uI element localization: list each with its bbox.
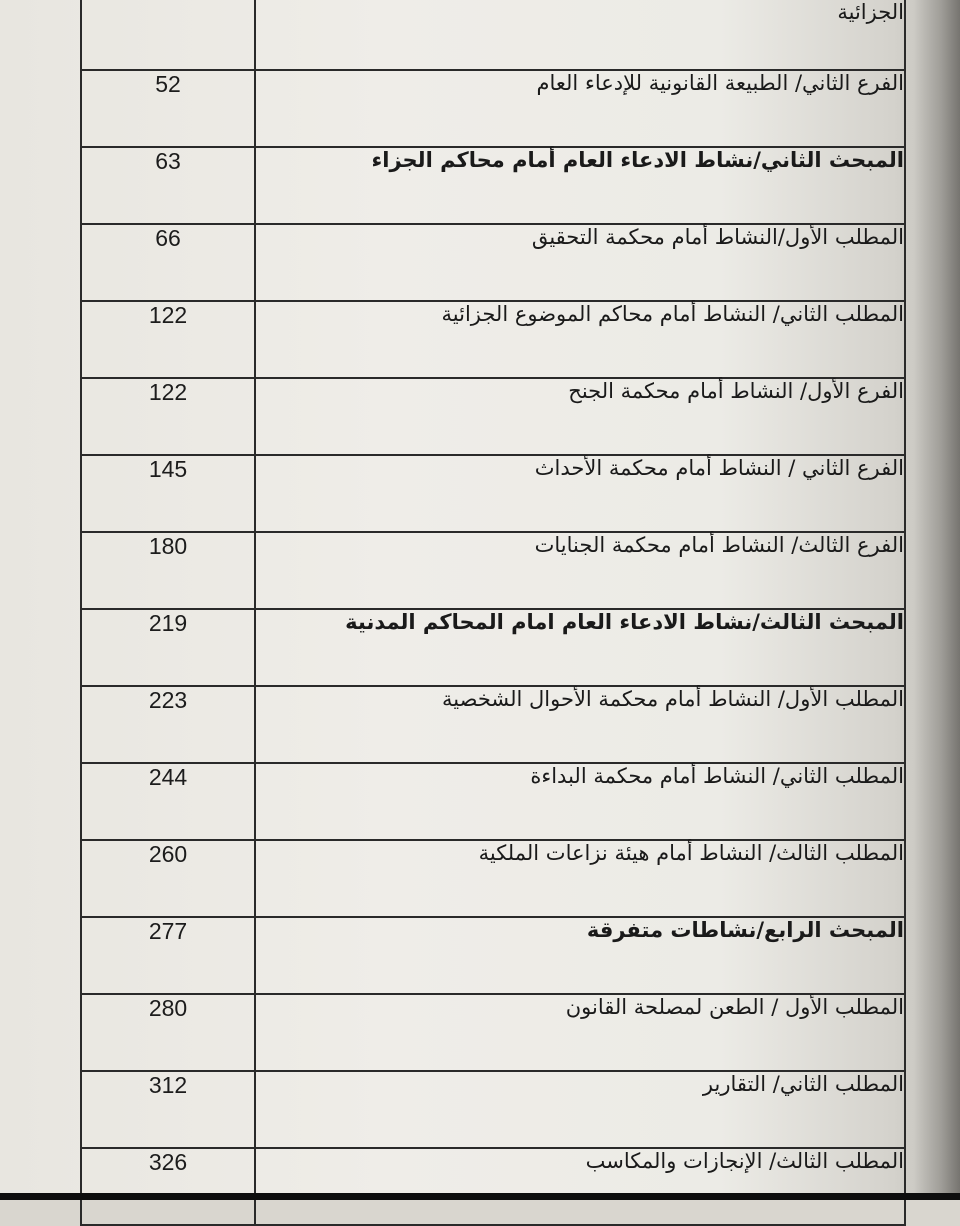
- page-number: 145: [81, 455, 255, 532]
- entry-title: المبحث الرابع/نشاطات متفرقة: [255, 917, 905, 994]
- book-spine-shadow: [914, 0, 960, 1200]
- entry-title: المطلب الثالث/ الإنجازات والمكاسب: [255, 1148, 905, 1225]
- table-row: [81, 763, 905, 840]
- table-row: [81, 455, 905, 532]
- table-of-contents: [80, 0, 906, 1226]
- entry-title: الفرع الثاني/ الطبيعة القانونية للإدعاء العام: [255, 70, 905, 147]
- table-row: [81, 0, 905, 70]
- table-row: [81, 917, 905, 994]
- table-row: [81, 609, 905, 686]
- page-number: 63: [81, 147, 255, 224]
- page-number: 66: [81, 224, 255, 301]
- page-number: 52: [81, 70, 255, 147]
- entry-title: الفرع الثاني / النشاط أمام محكمة الأحداث: [255, 455, 905, 532]
- table-row: [81, 686, 905, 763]
- table-row: [81, 532, 905, 609]
- table-row: [81, 1071, 905, 1148]
- table-row: [81, 301, 905, 378]
- table-row: [81, 70, 905, 147]
- page-number: 180: [81, 532, 255, 609]
- table-row: [81, 994, 905, 1071]
- page-number: 219: [81, 609, 255, 686]
- page-number: 312: [81, 1071, 255, 1148]
- entry-title: المطلب الأول/ النشاط أمام محكمة الأحوال الشخصية: [255, 686, 905, 763]
- bottom-edge: [0, 1193, 960, 1200]
- entry-title: المبحث الثالث/نشاط الادعاء العام امام المحاكم المدنية: [255, 609, 905, 686]
- entry-title: المطلب الأول / الطعن لمصلحة القانون: [255, 994, 905, 1071]
- entry-title: الفرع الأول/ النشاط أمام محكمة الجنح: [255, 378, 905, 455]
- entry-title: المطلب الأول/النشاط أمام محكمة التحقيق: [255, 224, 905, 301]
- page-number: 277: [81, 917, 255, 994]
- page-number: 260: [81, 840, 255, 917]
- table-row: [81, 1148, 905, 1225]
- table-row: [81, 224, 905, 301]
- page-number: 280: [81, 994, 255, 1071]
- entry-title: المطلب الثاني/ النشاط أمام محاكم الموضوع الجزائية: [255, 301, 905, 378]
- page-number: 244: [81, 763, 255, 840]
- table-row: [81, 840, 905, 917]
- entry-title: المبحث الثاني/نشاط الادعاء العام أمام محاكم الجزاء: [255, 147, 905, 224]
- table-row: [81, 147, 905, 224]
- page-number: 122: [81, 378, 255, 455]
- entry-title: المطلب الثاني/ النشاط أمام محكمة البداءة: [255, 763, 905, 840]
- entry-title: المطلب الثالث/ النشاط أمام هيئة نزاعات الملكية: [255, 840, 905, 917]
- entry-title: المطلب الثاني/ التقارير: [255, 1071, 905, 1148]
- page-number: 326: [81, 1148, 255, 1225]
- page-number: 223: [81, 686, 255, 763]
- page-number: [81, 0, 255, 70]
- entry-title: الجزائية: [255, 0, 905, 70]
- page-number: 122: [81, 301, 255, 378]
- entry-title: الفرع الثالث/ النشاط أمام محكمة الجنايات: [255, 532, 905, 609]
- table-row: [81, 378, 905, 455]
